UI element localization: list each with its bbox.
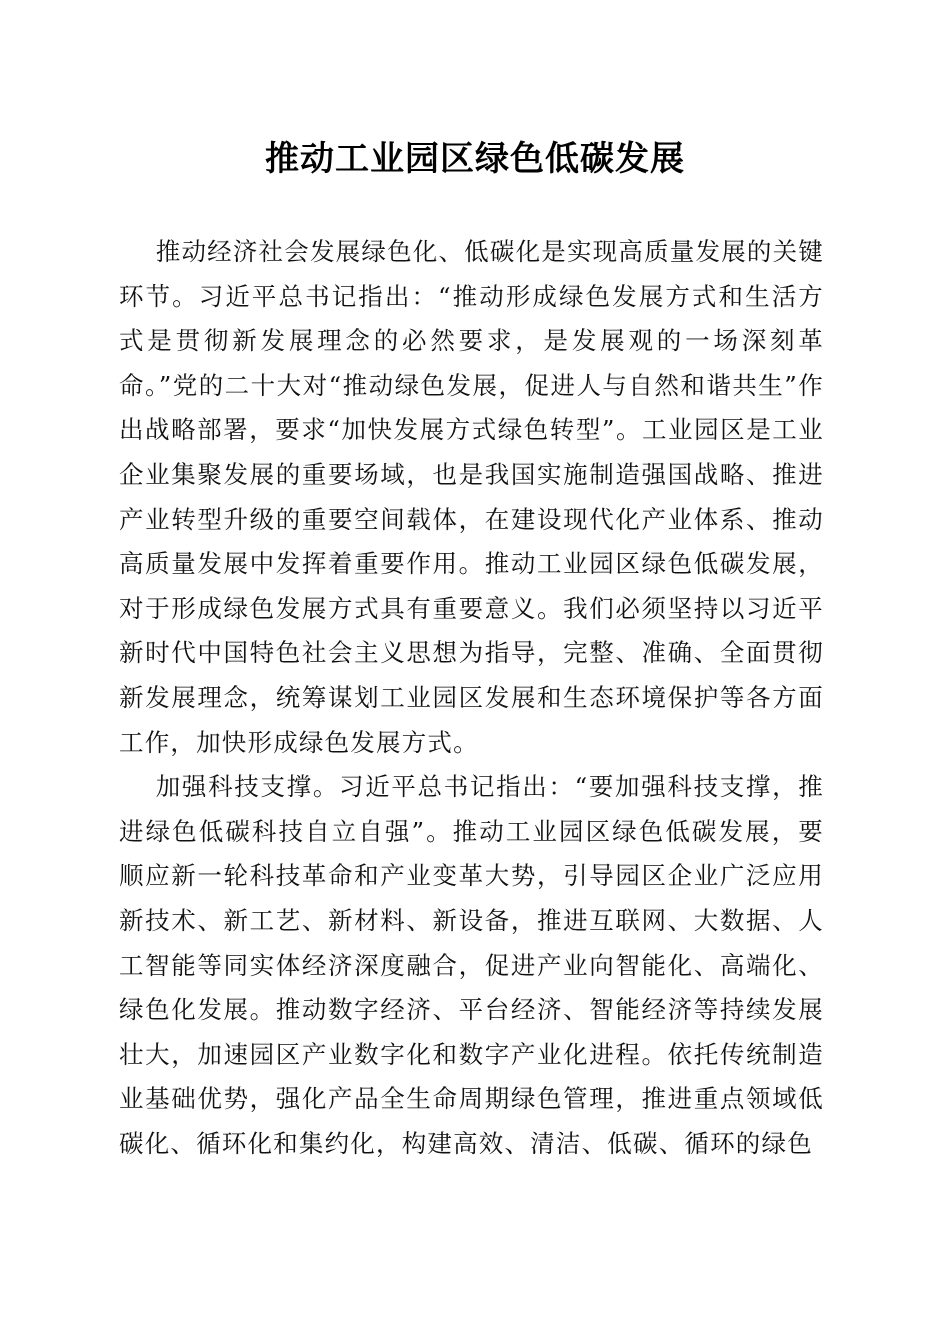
document-title: 推动工业园区绿色低碳发展 xyxy=(265,139,685,179)
paragraph-intro: 推动经济社会发展绿色化、低碳化是实现高质量发展的关键环节。习近平总书记指出：“推动形成绿色发展方式和生活方式是贯彻新发展理念的必然要求，是发展观的一场深刻革命。”党的二十大对“推动绿色发展，促进人与自然和谐共生”作出战略部署，要求“加快发展方式绿色转型”。工业园区是工业企业集聚发展的重要场域，也是我国实施制造强国战略、推进产业转型升级的重要空间载体，在建设现代化产业体系、推动高质量发展中发挥着重要作用。推动工业园区绿色低碳发展，对于形成绿色发展方式具有重要意义。我们必须坚持以习近平新时代中国特色社会主义思想为指导，完整、准确、全面贯彻新发展理念，统筹谋划工业园区发展和生态环境保护等各方面工作，加快形成绿色发展方式。 xyxy=(119,237,824,757)
paragraph-tech-support: 加强科技支撑。习近平总书记指出：“要加强科技支撑，推进绿色低碳科技自立自强”。推动工业园区绿色低碳发展，要顺应新一轮科技革命和产业变革大势，引导园区企业广泛应用新技术、新工艺、新材料、新设备，推进互联网、大数据、人工智能等同实体经济深度融合，促进产业向智能化、高端化、绿色化发展。推动数字经济、平台经济、智能经济等持续发展壮大，加速园区产业数字化和数字产业化进程。依托传统制造业基础优势，强化产品全生命周期绿色管理，推进重点领域低碳化、循环化和集约化，构建高效、清洁、低碳、循环的绿色 xyxy=(119,772,824,1158)
document-body xyxy=(119,230,824,1166)
